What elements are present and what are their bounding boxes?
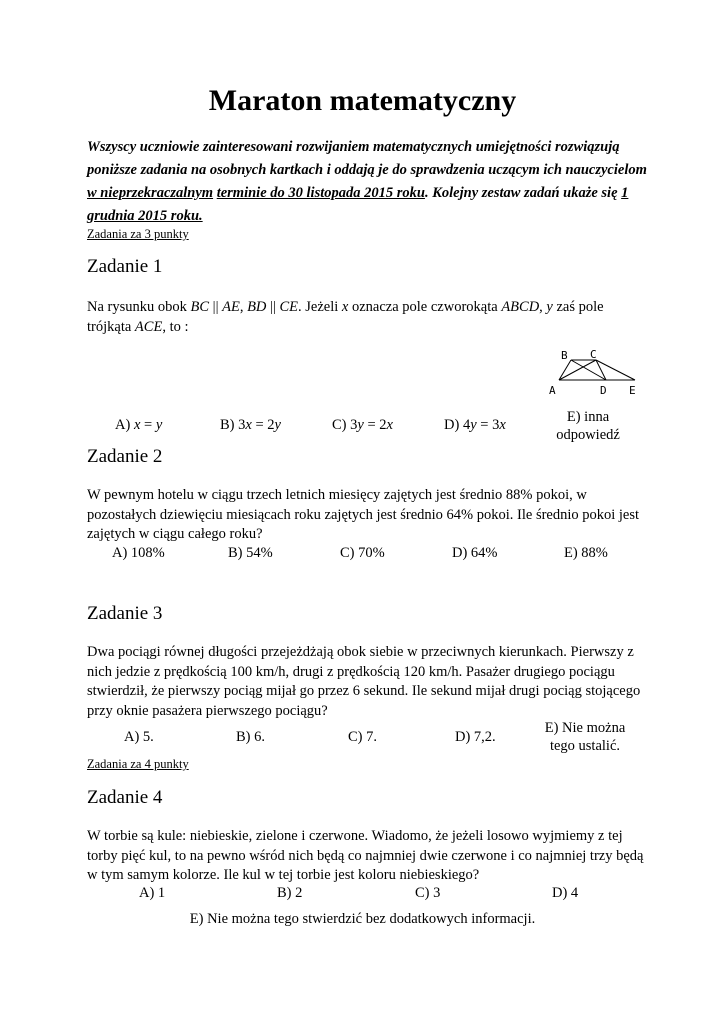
task-3-answer-d: D) 7,2. [455, 729, 496, 745]
trapezoid-figure [545, 346, 645, 400]
task-2-answer-a: A) 108% [112, 545, 165, 561]
task-3-heading: Zadanie 3 [87, 603, 163, 624]
task-4-answer-b: B) 2 [277, 885, 303, 901]
task-3-answer-b: B) 6. [236, 729, 265, 745]
page-title: Maraton matematyczny [208, 84, 517, 117]
task-4-answer-c: C) 3 [415, 885, 441, 901]
intro-deadline-underlined-2: terminie do 30 listopada 2015 roku [216, 185, 425, 201]
task-1-answer-c: C) 3y = 2x [332, 417, 393, 433]
task-4-answer-e: E) Nie można tego stwierdzić bez dodatkowych informacji. [189, 911, 536, 927]
label-c: C [590, 348, 597, 361]
intro-deadline-underlined-1: w nieprzekraczalnym [87, 185, 214, 201]
label-a: A [549, 384, 556, 397]
label-d: D [600, 384, 607, 397]
task-1-answer-a: A) x = y [115, 417, 163, 433]
task-4-text: W torbie są kule: niebieskie, zielone i czerwone. Wiadomo, że jeżeli losowo wyjmiemy z tej torby pięć kul, to na pewno wśród nich będą co najmniej dwie czerwone i co najmniej trzy będą w tym samym kolorze. Ile kul w tej torbie jest koloru niebieskiego? [87, 828, 644, 883]
task-2-answer-c: C) 70% [340, 545, 385, 561]
task-2-answer-b: B) 54% [228, 545, 273, 561]
label-e: E [629, 384, 636, 397]
label-b: B [561, 349, 568, 362]
task-2-answer-d: D) 64% [452, 545, 498, 561]
section-3-points-label: Zadania za 3 punkty [87, 227, 189, 241]
task-1-answer-e: E) inna odpowiedź [556, 409, 620, 443]
task-2-text: W pewnym hotelu w ciągu trzech letnich miesięcy zajętych jest średnio 88% pokoi, w pozostałych dziewięciu miesiącach roku zajętych jest średnio 64% pokoi. Ile średnio pokoi jest zajętych w ciągu całego roku? [87, 487, 640, 542]
task-1-text: Na rysunku obok BC || AE, BD || CE. Jeżeli x oznacza pole czworokąta ABCD, y zaś pole trójkąta ACE, to : [87, 299, 604, 335]
task-4-answer-d: D) 4 [552, 885, 579, 901]
intro-text-3: . Kolejny zestaw zadań ukaże się [424, 185, 622, 201]
task-2-answer-e: E) 88% [564, 545, 608, 561]
segment-ce [596, 360, 635, 380]
task-4-answer-a: A) 1 [139, 885, 166, 901]
task-4-heading: Zadanie 4 [87, 787, 163, 808]
intro-text-1: Wszyscy uczniowie zainteresowani rozwijaniem matematycznych umiejętności rozwiązują poniższe zadania na osobnych kartkach i oddają je do sprawdzenia uczącym ich nauczycielom [87, 139, 647, 178]
intro-next-date: 1 grudnia 2015 roku. [87, 185, 629, 224]
intro-paragraph [87, 136, 647, 228]
section-4-points-label: Zadania za 4 punkty [87, 757, 189, 771]
task-3-text: Dwa pociągi równej długości przejeżdżają obok siebie w przeciwnych kierunkach. Pierwszy z nich jedzie z prędkością 100 km/h, drugi z prędkością 120 km/h. Pasażer drugiego pociągu stwierdził, że pierwszy pociąg mijał go przez 6 sekund. Ile sekund mijał drugi pociąg stojącego przy oknie pasażera pierwszego pociągu? [87, 644, 641, 719]
task-3-answer-a: A) 5. [124, 729, 154, 745]
task-1-answer-d: D) 4y = 3x [444, 417, 506, 433]
task-1-answer-b: B) 3x = 2y [220, 417, 281, 433]
task-3-answer-e: E) Nie można tego ustalić. [544, 720, 626, 754]
task-1-heading: Zadanie 1 [87, 256, 163, 277]
task-3-answer-c: C) 7. [348, 729, 377, 745]
task-2-heading: Zadanie 2 [87, 446, 163, 467]
